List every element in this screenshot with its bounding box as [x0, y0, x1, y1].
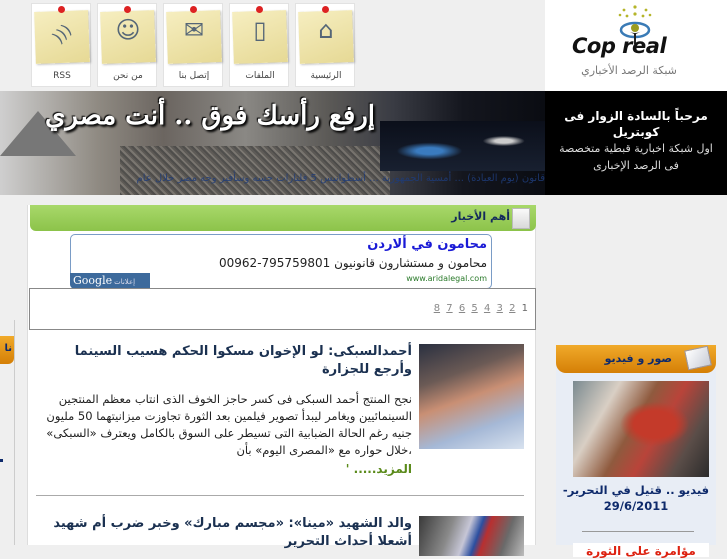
ad-title-link[interactable]: محامون في ألاردن [367, 237, 487, 252]
nav-item-about[interactable] [97, 3, 157, 87]
page-link-6[interactable]: 6 [458, 303, 466, 314]
logo-subtitle: شبكة الرصد الأخباري [581, 64, 677, 77]
photo-video-icon [684, 346, 712, 371]
promo-banner[interactable]: مؤامرة على الثورة [573, 543, 709, 557]
pin-icon [256, 6, 263, 13]
sidebar-divider [582, 531, 694, 532]
welcome-title-line1: مرحباً بالسادة الزوار فى [564, 109, 708, 123]
left-panel-bullet [0, 459, 3, 462]
pin-icon [190, 6, 197, 13]
page-link-7[interactable]: 7 [446, 303, 453, 314]
page-current: 1 [521, 303, 528, 314]
read-more-link[interactable]: المزيد..... ' [345, 462, 412, 476]
page-link-4[interactable]: 4 [483, 303, 491, 314]
welcome-sub-line2: فى الرصد الإخبارى [593, 159, 679, 172]
welcome-title-line2: كوبتريل [612, 125, 660, 139]
ad-url[interactable]: www.aridalegal.com [406, 274, 487, 283]
document-icon [512, 208, 530, 229]
pin-icon [322, 6, 329, 13]
night-city-image [380, 121, 545, 171]
news-article [36, 516, 524, 556]
site-logo[interactable] [545, 0, 727, 91]
pagination [29, 288, 536, 330]
top-news-panel [27, 205, 536, 549]
rss-icon: ))) [48, 20, 76, 47]
article-title[interactable]: أحمدالسبكى: لو الإخوان مسكوا الحكم هسيب السينما وأرجع للجزارة [74, 344, 412, 377]
page-link-5[interactable]: 5 [471, 303, 478, 314]
nav-item-rss[interactable] [31, 3, 91, 87]
left-column-divider [14, 320, 15, 545]
pagination-links [434, 303, 528, 314]
video-title[interactable]: فيديو .. قتيل في التحرير- [562, 483, 710, 497]
article-thumbnail[interactable] [419, 344, 524, 449]
article-excerpt: نجح المنتج أحمد السبكى فى كسر حاجز الخوف الذى انتاب معظم المنتجين السينمائيين ويغامر ليبدأ تصوير فيلمين بعد الثورة تجاوزت ميزانيتهما 50 مليون جنيه رغم الحالة الضبابية التى تسيطر على السوق بالكامل ويعترف «السبكى» ،خلال حواره مع «المصرى اليوم» بأن [46, 392, 412, 457]
envelope-icon: ✉ [183, 16, 205, 44]
hero-banner [0, 91, 545, 195]
welcome-box [545, 91, 727, 195]
nav-label: إتصل بنا [178, 71, 210, 81]
google-brand: Google [73, 274, 113, 287]
left-panel-header [0, 336, 14, 364]
article-title[interactable]: والد الشهيد «مينا»: «مجسم مبارك» وخبر ضرب أم شهيد أشعلا أحداث التحرير [53, 516, 412, 549]
page-link-3[interactable]: 3 [496, 303, 503, 314]
media-title: صور و فيديو [604, 352, 672, 365]
nav-item-files[interactable] [229, 3, 289, 87]
site-header [0, 0, 727, 91]
banner-slogan: إرفع رأسك فوق .. أنت مصري [44, 101, 376, 131]
home-icon: ⌂ [318, 16, 334, 44]
video-thumbnail[interactable] [573, 381, 709, 477]
people-icon: ☺ [115, 16, 141, 44]
google-ad[interactable] [70, 234, 492, 289]
pin-icon [58, 6, 65, 13]
top-news-title: أهم الأخبار [451, 210, 510, 223]
nav-label: الرئيسية [310, 71, 342, 81]
article-divider [36, 495, 524, 496]
welcome-sub-line1: اول شبكة اخبارية قبطية متخصصة [559, 142, 713, 155]
nav-label: من نحن [113, 71, 143, 81]
pin-icon [124, 6, 131, 13]
news-article [36, 344, 524, 499]
logo-wordmark: Cop real [572, 34, 667, 58]
media-sidebar [556, 345, 716, 558]
nav-item-home[interactable] [295, 3, 355, 87]
google-ads-badge[interactable] [70, 273, 150, 289]
top-news-header [30, 205, 536, 231]
ads-label: إعلانات [114, 278, 136, 286]
article-thumbnail[interactable] [419, 516, 524, 556]
nav-label: الملفات [245, 71, 275, 81]
news-ticker[interactable]: قانون (يوم العبادة) ... أمسية الجمهورية ... أسطوانيس 5 فلتارات جسه وسأفير وجه مصر خلال عام [136, 173, 545, 184]
nav-label: RSS [53, 71, 71, 81]
media-header [556, 345, 716, 373]
video-date: 29/6/2011 [603, 499, 669, 513]
page-link-8[interactable]: 8 [433, 303, 441, 314]
video-caption[interactable] [556, 482, 716, 514]
page-link-2[interactable]: 2 [509, 303, 516, 314]
folder-icon: ▯ [253, 16, 267, 44]
left-panel-header-text: نا [4, 343, 12, 354]
top-nav [30, 3, 355, 87]
ad-description: محامون و مستشارون قانونيون 795759801-00962 [219, 256, 487, 270]
nav-item-contact[interactable] [163, 3, 223, 87]
